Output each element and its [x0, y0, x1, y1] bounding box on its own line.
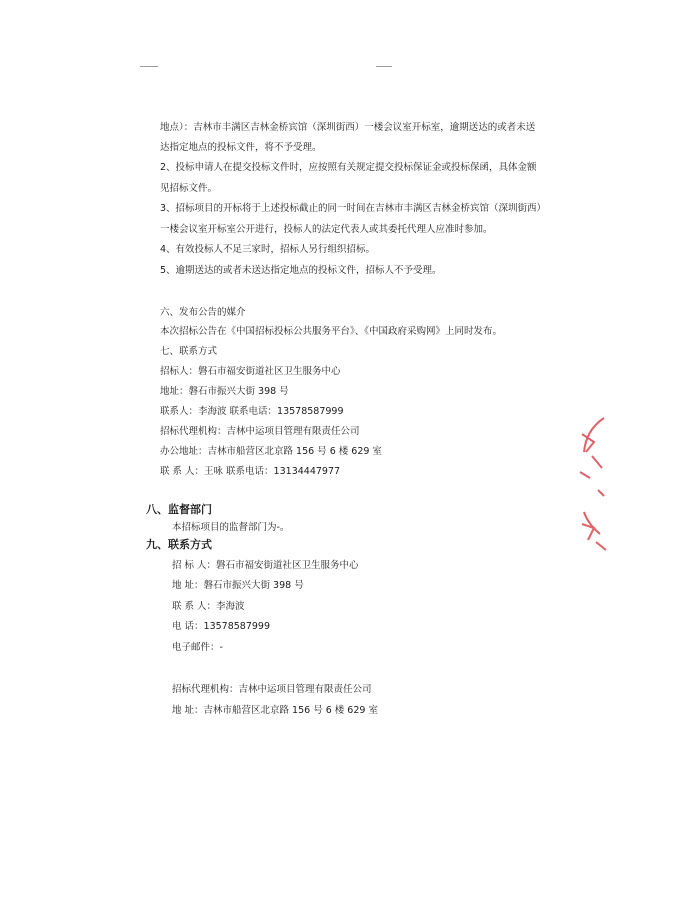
section9-phone: 电 话：13578587999 [172, 621, 271, 632]
section7-address: 地址：磐石市振兴大街 398 号 [160, 386, 289, 397]
section7-agent-contact: 联 系 人：王咏 联系电话：13134447977 [160, 466, 341, 477]
section7-heading: 七、联系方式 [160, 346, 218, 357]
section7-tenderer: 招标人：磐石市福安街道社区卫生服务中心 [160, 366, 341, 377]
section8-heading: 八、监督部门 [146, 503, 212, 516]
body-line-8: 5、逾期送达的或者未送达指定地点的投标文件，招标人不予受理。 [160, 265, 442, 276]
section9-contact-person: 联 系 人：李海波 [172, 601, 245, 612]
section9-tenderer: 招 标 人：磐石市福安街道社区卫生服务中心 [172, 560, 359, 571]
section6-heading: 六、发布公告的媒介 [160, 307, 246, 318]
section9-address: 地 址：磐石市振兴大街 398 号 [172, 580, 304, 591]
body-line-2: 达指定地点的投标文件，将不予受理。 [160, 142, 322, 153]
scan-mark-right [376, 66, 392, 67]
section9-email: 电子邮件：- [172, 642, 223, 653]
section7-contact: 联系人：李海波 联系电话：13578587999 [160, 406, 344, 417]
seal-stamp-fragment [574, 412, 610, 554]
body-line-5: 3、招标项目的开标将于上述投标截止的同一时间在吉林市丰满区吉林金桥宾馆（深圳街西） [160, 203, 547, 214]
section6-text: 本次招标公告在《中国招标投标公共服务平台》、《中国政府采购网》上同时发布。 [160, 326, 503, 337]
scan-mark-left [140, 66, 158, 67]
body-line-1: 地点）：吉林市丰满区吉林金桥宾馆（深圳街西）一楼会议室开标室，逾期送达的或者未送 [160, 122, 536, 133]
body-line-4: 见招标文件。 [160, 183, 218, 194]
body-line-6: 一楼会议室开标室公开进行，投标人的法定代表人或其委托代理人应准时参加。 [160, 224, 493, 235]
section7-office-address: 办公地址：吉林市船营区北京路 156 号 6 楼 629 室 [160, 446, 382, 457]
section9-agent-address: 地 址：吉林市船营区北京路 156 号 6 楼 629 室 [172, 705, 378, 716]
section9-agent: 招标代理机构：吉林中运项目管理有限责任公司 [172, 684, 372, 695]
body-line-7: 4、有效投标人不足三家时，招标人另行组织招标。 [160, 244, 376, 255]
section9-heading: 九、联系方式 [146, 538, 212, 551]
section7-agent: 招标代理机构：吉林中运项目管理有限责任公司 [160, 426, 360, 437]
section8-text: 本招标项目的监督部门为-。 [172, 522, 290, 533]
body-line-3: 2、投标申请人在提交投标文件时，应按照有关规定提交投标保证金或投标保函，具体金额 [160, 162, 537, 173]
